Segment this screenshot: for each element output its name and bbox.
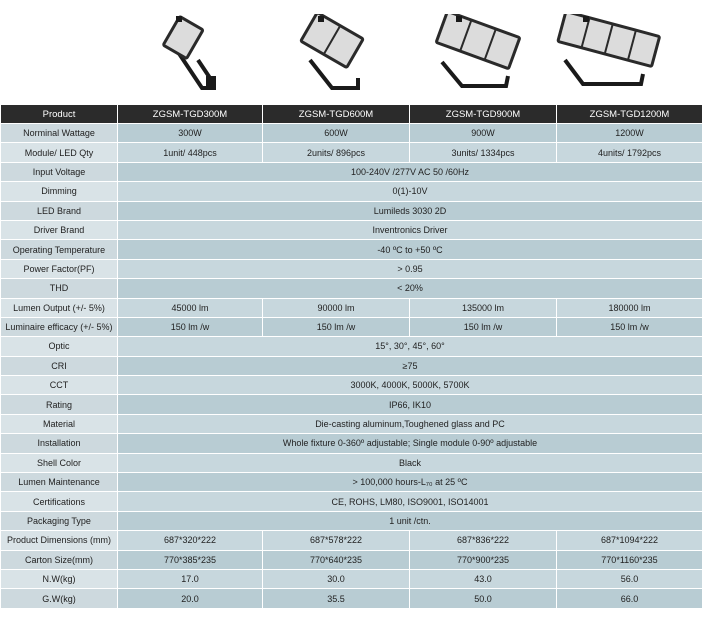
spec-value: 687*1094*222: [557, 531, 702, 550]
spec-label: THD: [1, 279, 118, 298]
floodlight-4-module-icon: [553, 14, 665, 94]
spec-value: 17.0: [118, 569, 263, 588]
spec-label: Packaging Type: [1, 511, 118, 530]
product-name: ZGSM-TGD300M: [118, 105, 263, 124]
spec-value: CE, ROHS, LM80, ISO9001, ISO14001: [118, 492, 702, 511]
spec-value: 15°, 30°, 45°, 60°: [118, 337, 702, 356]
spec-value: Black: [118, 453, 702, 472]
spec-value: 90000 lm: [263, 298, 410, 317]
spec-value: 770*385*235: [118, 550, 263, 569]
spec-label: Optic: [1, 337, 118, 356]
spec-value: 2units/ 896pcs: [263, 143, 410, 162]
spec-value: 30.0: [263, 569, 410, 588]
spec-row: [1, 124, 702, 143]
spec-row: [1, 550, 702, 569]
spec-label: Module/ LED Qty: [1, 143, 118, 162]
spec-value: 687*578*222: [263, 531, 410, 550]
spec-value: Inventronics Driver: [118, 220, 702, 239]
spec-value: Whole fixture 0-360º adjustable; Single module 0-90º adjustable: [118, 434, 702, 453]
spec-value: Die-casting aluminum,Toughened glass and PC: [118, 414, 702, 433]
spec-value: 900W: [410, 124, 557, 143]
spec-table-body: [1, 105, 702, 609]
spec-row: [1, 337, 702, 356]
spec-row: [1, 492, 702, 511]
spec-label: Product Dimensions (mm): [1, 531, 118, 550]
spec-value: 150 lm /w: [557, 317, 702, 336]
spec-label: Luminaire efficacy (+/- 5%): [1, 317, 118, 336]
spec-row: [1, 182, 702, 201]
product-name: ZGSM-TGD600M: [263, 105, 410, 124]
spec-value: ≥75: [118, 356, 702, 375]
spec-label: Input Voltage: [1, 162, 118, 181]
spec-table: [0, 104, 702, 609]
spec-row: [1, 162, 702, 181]
spec-row: [1, 473, 702, 492]
spec-row: [1, 569, 702, 588]
spec-row: [1, 589, 702, 608]
spec-label: CRI: [1, 356, 118, 375]
spec-row: [1, 356, 702, 375]
spec-value: 687*836*222: [410, 531, 557, 550]
spec-label: N.W(kg): [1, 569, 118, 588]
product-name: ZGSM-TGD1200M: [557, 105, 702, 124]
spec-label: Power Factor(PF): [1, 259, 118, 278]
spec-value: 150 lm /w: [410, 317, 557, 336]
spec-label: Shell Color: [1, 453, 118, 472]
spec-label: LED Brand: [1, 201, 118, 220]
spec-value: 180000 lm: [557, 298, 702, 317]
spec-value: 300W: [118, 124, 263, 143]
spec-value: 3units/ 1334pcs: [410, 143, 557, 162]
spec-label: Carton Size(mm): [1, 550, 118, 569]
product-images: [0, 0, 702, 102]
spec-value: 135000 lm: [410, 298, 557, 317]
spec-value: 20.0: [118, 589, 263, 608]
spec-value: 770*900*235: [410, 550, 557, 569]
spec-value: < 20%: [118, 279, 702, 298]
floodlight-3-module-icon: [428, 14, 528, 94]
spec-row: [1, 376, 702, 395]
spec-label: Norminal Wattage: [1, 124, 118, 143]
spec-row: [1, 240, 702, 259]
spec-value: 150 lm /w: [118, 317, 263, 336]
spec-value: 1 unit /ctn.: [118, 511, 702, 530]
spec-row: [1, 414, 702, 433]
header-row: [1, 105, 702, 124]
spec-value: > 100,000 hours-L₇₀ at 25 ºC: [118, 473, 702, 492]
spec-row: [1, 298, 702, 317]
spec-value: 50.0: [410, 589, 557, 608]
spec-value: 35.5: [263, 589, 410, 608]
spec-row: [1, 143, 702, 162]
spec-label: CCT: [1, 376, 118, 395]
spec-value: 45000 lm: [118, 298, 263, 317]
spec-label: Rating: [1, 395, 118, 414]
spec-value: 687*320*222: [118, 531, 263, 550]
spec-value: 4units/ 1792pcs: [557, 143, 702, 162]
spec-row: [1, 201, 702, 220]
spec-value: 0(1)-10V: [118, 182, 702, 201]
spec-label: Lumen Output (+/- 5%): [1, 298, 118, 317]
spec-row: [1, 317, 702, 336]
spec-value: 100-240V /277V AC 50 /60Hz: [118, 162, 702, 181]
spec-row: [1, 220, 702, 239]
spec-row: [1, 395, 702, 414]
spec-value: 770*1160*235: [557, 550, 702, 569]
spec-value: 600W: [263, 124, 410, 143]
spec-row: [1, 511, 702, 530]
floodlight-1-module-icon: [158, 14, 230, 94]
spec-value: 66.0: [557, 589, 702, 608]
spec-label: G.W(kg): [1, 589, 118, 608]
spec-value: -40 ºC to +50 ºC: [118, 240, 702, 259]
spec-row: [1, 259, 702, 278]
spec-row: [1, 279, 702, 298]
spec-label: Driver Brand: [1, 220, 118, 239]
spec-value: 56.0: [557, 569, 702, 588]
spec-value: 43.0: [410, 569, 557, 588]
spec-value: 1200W: [557, 124, 702, 143]
spec-value: 770*640*235: [263, 550, 410, 569]
spec-row: [1, 453, 702, 472]
spec-label: Installation: [1, 434, 118, 453]
spec-value: 150 lm /w: [263, 317, 410, 336]
spec-row: [1, 434, 702, 453]
header-label: Product: [1, 105, 118, 124]
spec-label: Dimming: [1, 182, 118, 201]
spec-label: Material: [1, 414, 118, 433]
spec-value: 1unit/ 448pcs: [118, 143, 263, 162]
spec-label: Certifications: [1, 492, 118, 511]
spec-value: IP66, IK10: [118, 395, 702, 414]
spec-value: > 0.95: [118, 259, 702, 278]
floodlight-2-module-icon: [292, 14, 382, 94]
spec-value: Lumileds 3030 2D: [118, 201, 702, 220]
spec-label: Lumen Maintenance: [1, 473, 118, 492]
spec-value: 3000K, 4000K, 5000K, 5700K: [118, 376, 702, 395]
spec-row: [1, 531, 702, 550]
product-name: ZGSM-TGD900M: [410, 105, 557, 124]
spec-label: Operating Temperature: [1, 240, 118, 259]
